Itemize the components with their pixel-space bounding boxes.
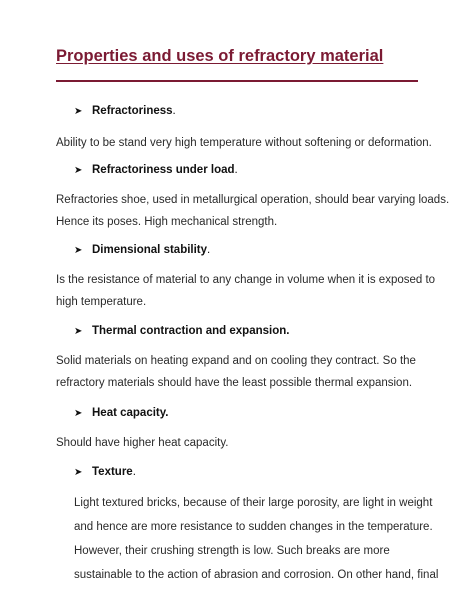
heading-punctuation: . bbox=[234, 164, 238, 176]
arrow-bullet-icon: ➤ bbox=[74, 466, 83, 478]
section-heading-text: Texture bbox=[92, 466, 133, 478]
section-heading bbox=[74, 461, 418, 483]
section-paragraph-line: Should have higher heat capacity. bbox=[56, 437, 229, 449]
section-heading-text: Refractoriness under load bbox=[92, 164, 235, 176]
section-heading bbox=[74, 402, 418, 424]
section-paragraph-line: sustainable to the action of abrasion and corrosion. On other hand, final bbox=[74, 569, 439, 581]
title-divider bbox=[56, 80, 418, 82]
heading-punctuation: . bbox=[132, 466, 136, 478]
section-heading bbox=[74, 239, 418, 261]
section-paragraph-line: However, their crushing strength is low. Such breaks are more bbox=[74, 545, 390, 557]
section-paragraph-line: refractory materials should have the least possible thermal expansion. bbox=[56, 377, 413, 389]
section-heading-text: Thermal contraction and expansion. bbox=[92, 325, 290, 337]
heading-punctuation: . bbox=[172, 105, 176, 117]
section-paragraph-line: and hence are more resistance to sudden changes in the temperature. bbox=[74, 521, 433, 533]
section-heading bbox=[74, 320, 418, 342]
section-paragraph-line: high temperature. bbox=[56, 296, 147, 308]
section-heading bbox=[74, 159, 418, 181]
section-paragraph-line: Ability to be stand very high temperature without softening or deformation. bbox=[56, 137, 432, 149]
arrow-bullet-icon: ➤ bbox=[74, 407, 83, 419]
arrow-bullet-icon: ➤ bbox=[74, 164, 83, 176]
section-paragraph-line: Solid materials on heating expand and on cooling they contract. So the bbox=[56, 355, 416, 367]
heading-punctuation: . bbox=[207, 244, 211, 256]
section-heading bbox=[74, 100, 418, 122]
section-paragraph-line: Light textured bricks, because of their large porosity, are light in weight bbox=[74, 497, 433, 509]
section-heading-text: Refractoriness bbox=[92, 105, 173, 117]
section-paragraph-line: Hence its poses. High mechanical strength. bbox=[56, 216, 278, 228]
arrow-bullet-icon: ➤ bbox=[74, 105, 83, 117]
page-title: Properties and uses of refractory material bbox=[56, 47, 384, 65]
section-heading-text: Heat capacity. bbox=[92, 407, 169, 419]
section-paragraph-line: Is the resistance of material to any change in volume when it is exposed to bbox=[56, 274, 436, 286]
arrow-bullet-icon: ➤ bbox=[74, 325, 83, 337]
section-paragraph-line: Refractories shoe, used in metallurgical operation, should bear varying loads. bbox=[56, 194, 450, 206]
arrow-bullet-icon: ➤ bbox=[74, 244, 83, 256]
section-heading-text: Dimensional stability bbox=[92, 244, 208, 256]
